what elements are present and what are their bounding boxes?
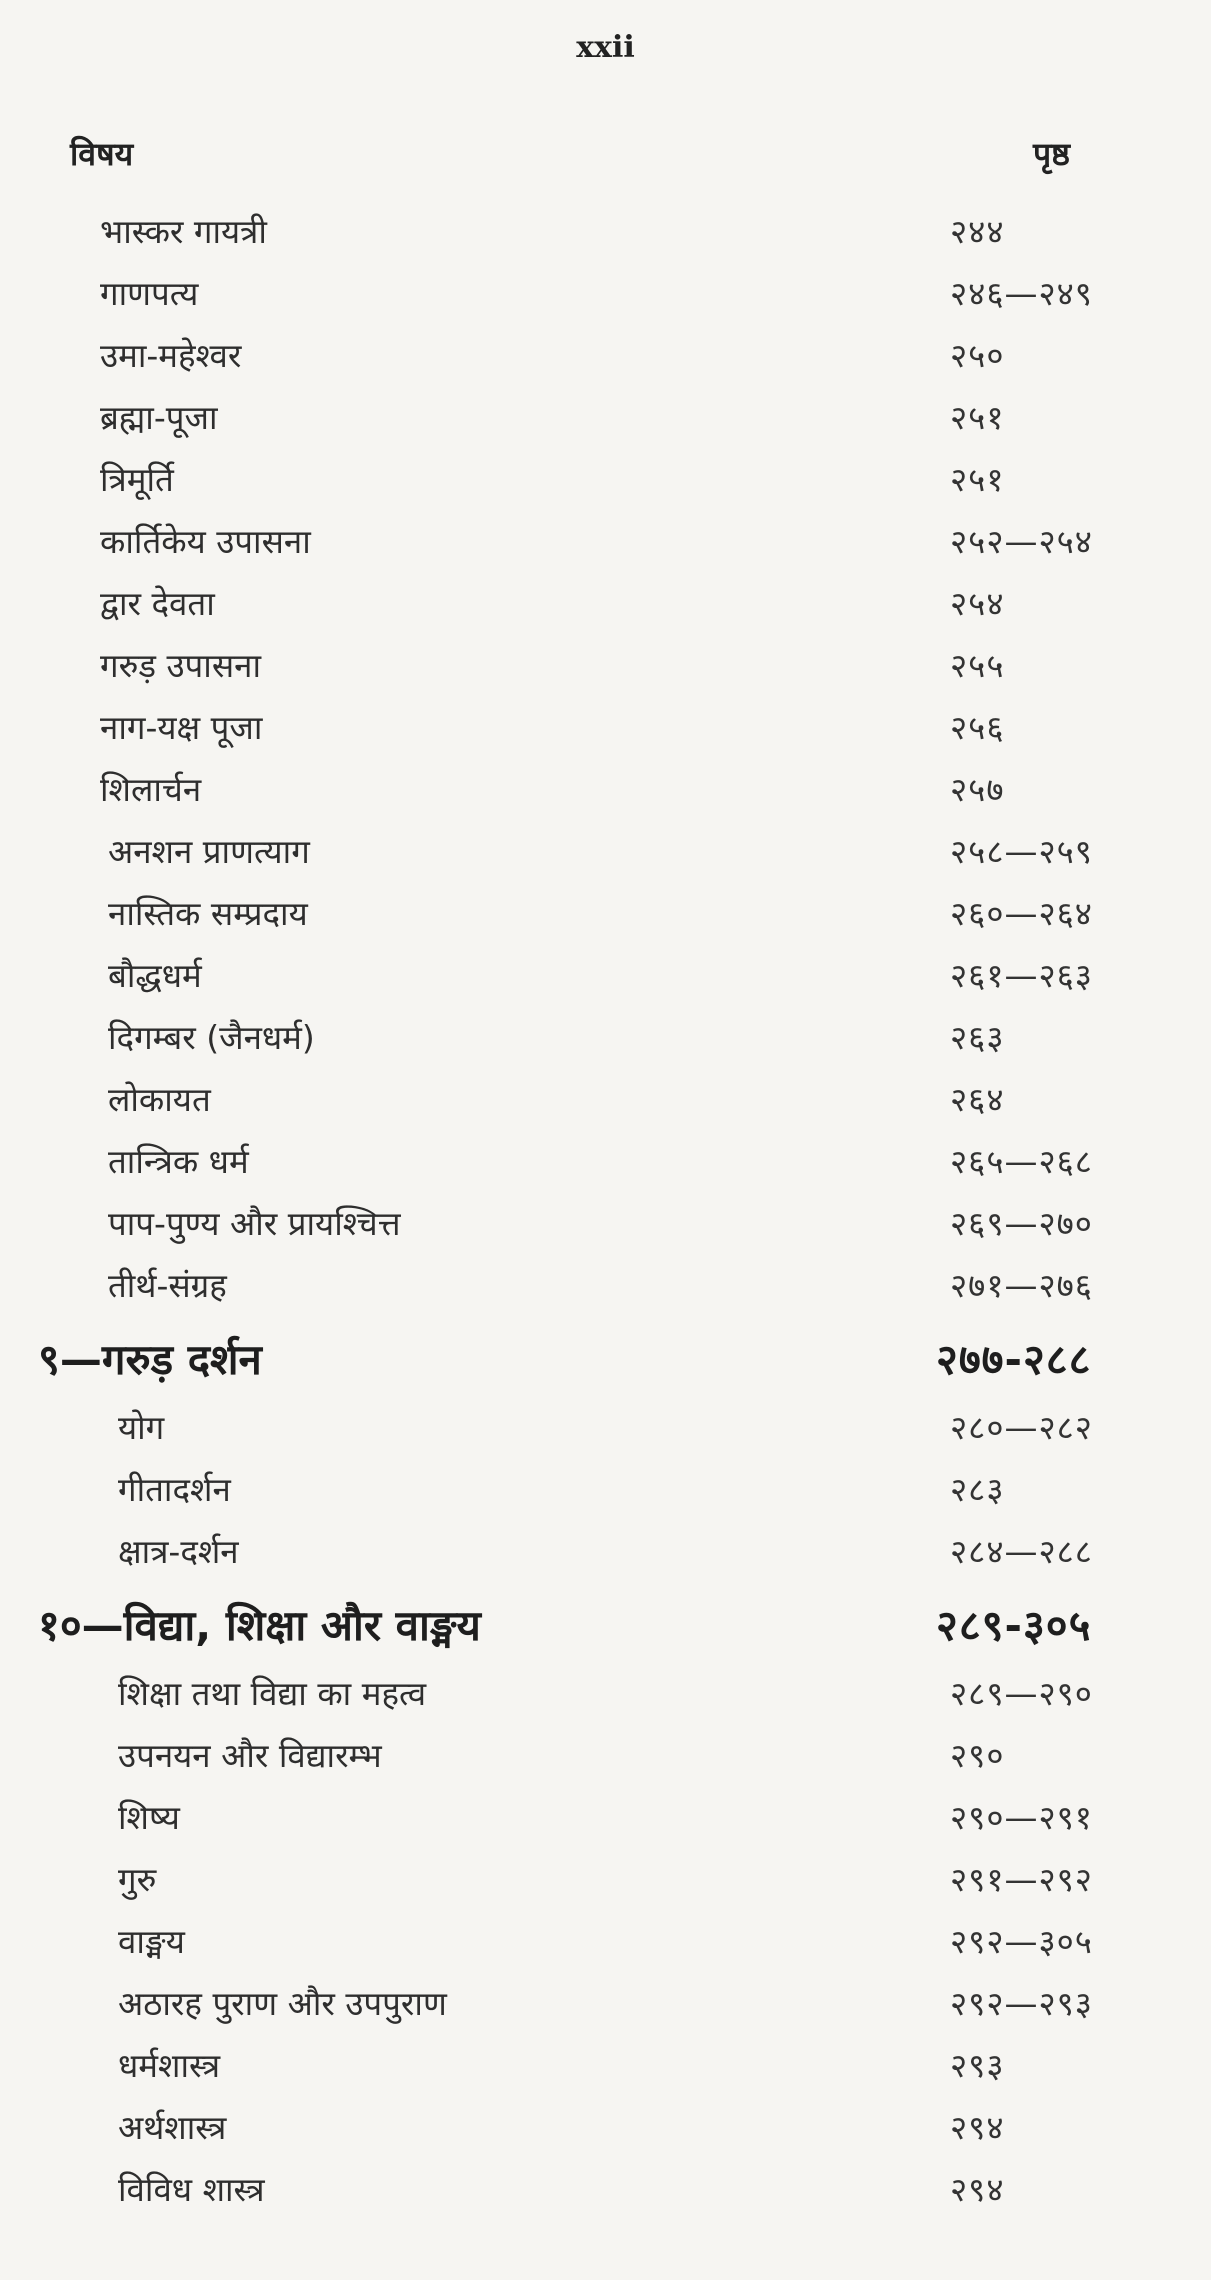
toc-entry <box>0 1724 1211 1786</box>
toc-entry <box>0 1254 1211 1316</box>
toc-entry <box>0 510 1211 572</box>
entry-title: ब्रह्मा-पूजा <box>100 398 218 437</box>
entry-pages: २६४ <box>950 1080 1005 1119</box>
entry-title: कार्तिकेय उपासना <box>100 522 311 561</box>
toc-section-heading <box>0 1582 1211 1662</box>
toc-entry <box>0 2158 1211 2220</box>
entry-pages: २९१—२९२ <box>950 1860 1093 1899</box>
entry-title: पाप-पुण्य और प्रायश्चित्त <box>108 1204 401 1243</box>
entry-pages: २९२—२९३ <box>950 1984 1093 2023</box>
entry-title: विविध शास्त्र <box>118 2170 265 2209</box>
section-pages: २७७-२८८ <box>936 1335 1092 1384</box>
toc-entry <box>0 882 1211 944</box>
entry-pages: २९४ <box>950 2170 1005 2209</box>
entry-pages: २६३ <box>950 1018 1005 1057</box>
toc-entry <box>0 1786 1211 1848</box>
entry-title: तीर्थ-संग्रह <box>108 1266 227 1305</box>
entry-title: उपनयन और विद्यारम्भ <box>118 1736 382 1775</box>
entry-pages: २५६ <box>950 708 1005 747</box>
toc-entry <box>0 262 1211 324</box>
entry-pages: २९० <box>950 1736 1005 1775</box>
entry-title: गीतादर्शन <box>118 1470 231 1509</box>
entry-pages: २५२—२५४ <box>950 522 1093 561</box>
toc-entry <box>0 1848 1211 1910</box>
toc-header <box>70 132 1070 182</box>
entry-pages: २९४ <box>950 2108 1005 2147</box>
entry-title: तान्त्रिक धर्म <box>108 1142 249 1181</box>
subject-heading: विषय <box>70 135 134 173</box>
section-pages: २८९-३०५ <box>936 1601 1092 1650</box>
page-number: xxii <box>576 30 635 65</box>
page-heading: पृष्ठ <box>1032 135 1070 173</box>
entry-title: गरुड़ उपासना <box>100 646 262 685</box>
entry-pages: २५८—२५९ <box>950 832 1093 871</box>
entry-title: वाङ्मय <box>118 1922 185 1961</box>
toc-entry <box>0 2034 1211 2096</box>
entry-pages: २८३ <box>950 1470 1005 1509</box>
entry-pages: २६५—२६८ <box>950 1142 1093 1181</box>
toc-entry <box>0 324 1211 386</box>
toc-entry <box>0 758 1211 820</box>
toc-entry <box>0 1972 1211 2034</box>
section-title: ९—गरुड़ दर्शन <box>38 1335 262 1384</box>
entry-title: लोकायत <box>108 1080 211 1119</box>
entry-pages: २६१—२६३ <box>950 956 1093 995</box>
entry-title: अनशन प्राणत्याग <box>108 832 310 871</box>
toc-entry <box>0 1130 1211 1192</box>
toc-list <box>0 200 1211 2220</box>
toc-entry <box>0 2096 1211 2158</box>
entry-pages: २५४ <box>950 584 1005 623</box>
entry-title: शिक्षा तथा विद्या का महत्व <box>118 1674 427 1713</box>
toc-entry <box>0 634 1211 696</box>
entry-pages: २६९—२७० <box>950 1204 1093 1243</box>
toc-entry <box>0 1662 1211 1724</box>
toc-section-heading <box>0 1316 1211 1396</box>
entry-pages: २५० <box>950 336 1005 375</box>
entry-pages: २९०—२९१ <box>950 1798 1093 1837</box>
toc-entry <box>0 696 1211 758</box>
entry-pages: २४६—२४९ <box>950 274 1093 313</box>
entry-title: योग <box>118 1408 165 1447</box>
entry-pages: २५१ <box>950 398 1005 437</box>
toc-entry <box>0 448 1211 510</box>
entry-title: भास्कर गायत्री <box>100 212 267 251</box>
toc-entry <box>0 820 1211 882</box>
entry-pages: २५५ <box>950 646 1005 685</box>
toc-entry <box>0 1910 1211 1972</box>
toc-entry <box>0 1006 1211 1068</box>
entry-pages: २५१ <box>950 460 1005 499</box>
toc-entry <box>0 572 1211 634</box>
toc-entry <box>0 944 1211 1006</box>
section-title: १०—विद्या, शिक्षा और वाङ्मय <box>38 1601 481 1650</box>
entry-title: क्षात्र-दर्शन <box>118 1532 239 1571</box>
entry-pages: २९२—३०५ <box>950 1922 1093 1961</box>
toc-entry <box>0 1068 1211 1130</box>
entry-title: द्वार देवता <box>100 584 215 623</box>
entry-title: शिष्य <box>118 1798 180 1837</box>
toc-entry <box>0 386 1211 448</box>
entry-pages: २८९—२९० <box>950 1674 1093 1713</box>
entry-title: अर्थशास्त्र <box>118 2108 227 2147</box>
toc-entry <box>0 1192 1211 1254</box>
entry-title: बौद्धधर्म <box>108 956 202 995</box>
toc-entry <box>0 1396 1211 1458</box>
entry-pages: २८४—२८८ <box>950 1532 1093 1571</box>
entry-pages: २७१—२७६ <box>950 1266 1093 1305</box>
entry-title: उमा-महेश्वर <box>100 336 242 375</box>
entry-title: अठारह पुराण और उपपुराण <box>118 1984 447 2023</box>
entry-pages: २४४ <box>950 212 1005 251</box>
entry-title: गुरु <box>118 1860 157 1899</box>
toc-entry <box>0 1458 1211 1520</box>
toc-entry <box>0 1520 1211 1582</box>
entry-pages: २९३ <box>950 2046 1005 2085</box>
entry-title: धर्मशास्त्र <box>118 2046 221 2085</box>
entry-title: दिगम्बर (जैनधर्म) <box>108 1018 315 1057</box>
toc-entry <box>0 200 1211 262</box>
entry-pages: २८०—२८२ <box>950 1408 1093 1447</box>
entry-title: नास्तिक सम्प्रदाय <box>108 894 308 933</box>
entry-title: गाणपत्य <box>100 274 199 313</box>
entry-title: त्रिमूर्ति <box>100 460 174 499</box>
entry-title: शिलार्चन <box>100 770 202 809</box>
entry-title: नाग-यक्ष पूजा <box>100 708 263 747</box>
entry-pages: २६०—२६४ <box>950 894 1093 933</box>
entry-pages: २५७ <box>950 770 1005 809</box>
